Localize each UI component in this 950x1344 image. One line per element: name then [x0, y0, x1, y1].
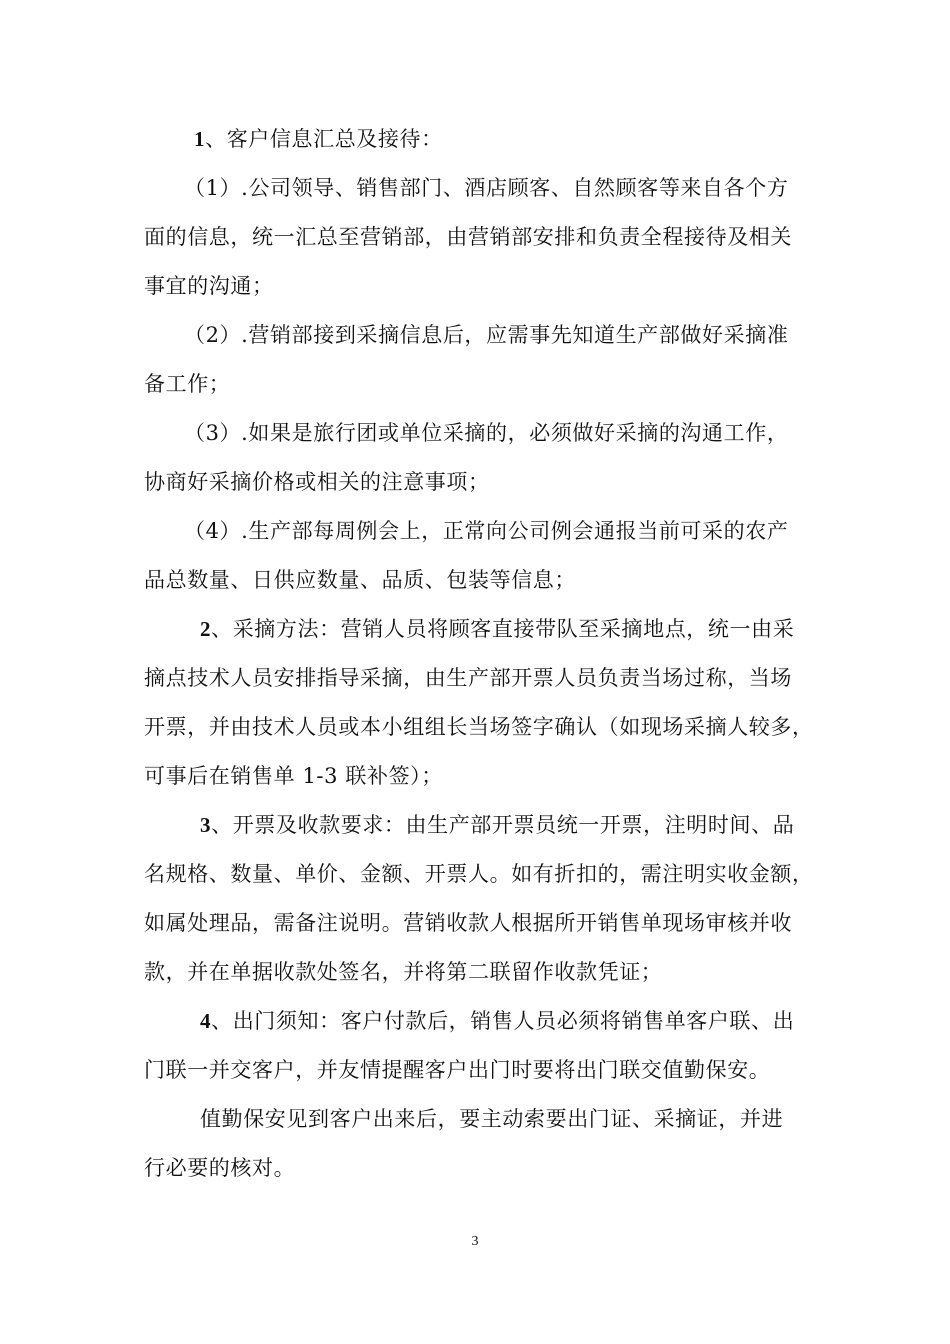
item-3-line-2: 协商好采摘价格或相关的注意事项；: [144, 470, 490, 494]
section-4-line-1: [144, 997, 809, 1046]
section-1-heading: [144, 115, 809, 164]
item-1-line-1: （1）.公司领导、销售部门、酒店顾客、自然顾客等来自各个方: [184, 176, 789, 200]
closing-line-2: 行必要的核对。: [144, 1156, 296, 1180]
section-2-line-2: 摘点技术人员安排指导采摘，由生产部开票人员负责当场过称，当场: [144, 666, 792, 690]
section-3-line-3: 如属处理品，需备注说明。营销收款人根据所开销售单现场审核并收: [144, 911, 792, 935]
section-3-line-4: 款，并在单据收款处签名，并将第二联留作收款凭证；: [144, 960, 663, 984]
section-number: 1: [194, 127, 206, 151]
section-2-line-1: [144, 605, 809, 654]
closing-line-1: 值勤保安见到客户出来后，要主动索要出门证、采摘证，并进: [200, 1107, 784, 1131]
section-number: 2: [200, 617, 212, 641]
page-number: 3: [471, 1234, 479, 1249]
section-2-line-3: 开票，并由技术人员或本小组组长当场签字确认（如现场采摘人较多，: [144, 715, 814, 739]
section-number: 3: [200, 813, 212, 837]
section-4-line-2: 门联一并交客户，并友情提醒客户出门时要将出门联交值勤保安。: [144, 1058, 771, 1082]
item-4-line-1: （4）.生产部每周例会上，正常向公司例会通报当前可采的农产: [184, 519, 789, 543]
item-2-line-2: 备工作；: [144, 372, 231, 396]
item-4-line-2: 品总数量、日供应数量、品质、包装等信息；: [144, 568, 576, 592]
item-3-line-1: （3）.如果是旅行团或单位采摘的，必须做好采摘的沟通工作，: [184, 421, 789, 445]
section-2-line-4: 可事后在销售单 1-3 联补签）；: [144, 764, 443, 788]
section-4-text: 、出门须知：客户付款后，销售人员必须将销售单客户联、出: [211, 1009, 795, 1033]
section-3-text: 、开票及收款要求：由生产部开票员统一开票，注明时间、品: [211, 813, 795, 837]
item-1-line-2: 面的信息，统一汇总至营销部，由营销部安排和负责全程接待及相关: [144, 225, 792, 249]
section-3-line-2: 名规格、数量、单价、金额、开票人。如有折扣的，需注明实收金额，: [144, 862, 814, 886]
document-body: [144, 115, 814, 1193]
item-2-line-1: （2）.营销部接到采摘信息后，应需事先知道生产部做好采摘准: [184, 323, 789, 347]
section-3-line-1: [144, 801, 809, 850]
item-1-line-3: 事宜的沟通；: [144, 274, 274, 298]
section-title: 、客户信息汇总及接待：: [205, 127, 443, 151]
section-2-text: 、采摘方法：营销人员将顾客直接带队至采摘地点，统一由采: [211, 617, 795, 641]
section-number: 4: [200, 1009, 212, 1033]
